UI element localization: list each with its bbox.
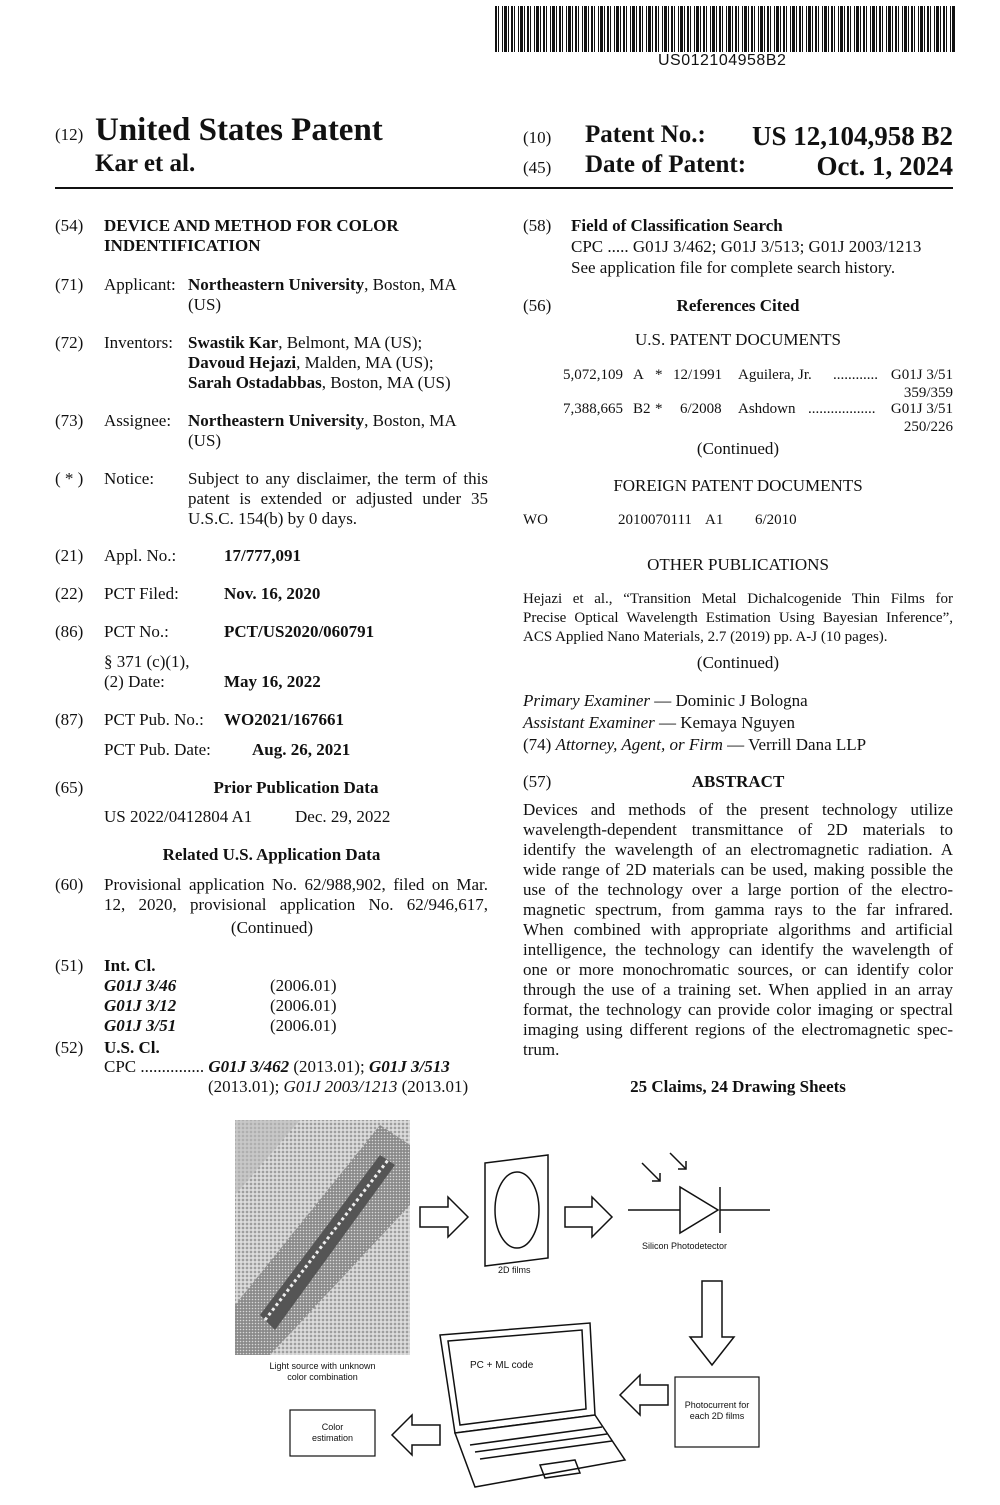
abstract-body <box>523 800 953 1060</box>
title-line2: INDENTIFICATION <box>104 236 261 255</box>
pct-pub-no-label: PCT Pub. No.: <box>104 710 204 729</box>
pct-no: PCT/US2020/060791 <box>224 622 375 641</box>
photocurrent-label-1: Photocurrent for <box>684 1400 750 1410</box>
primary-examiner-label: Primary Examiner <box>523 691 651 710</box>
inventor-1-location: , Belmont, MA (US); <box>278 333 423 352</box>
applicant-name: Northeastern University <box>188 275 365 294</box>
abstract-line: trum. <box>523 1040 560 1059</box>
code-52: (52) <box>55 1038 84 1057</box>
inventor-2 <box>188 353 434 373</box>
foreign-country: WO <box>523 512 548 528</box>
code-87: (87) <box>55 710 84 729</box>
assistant-examiner-name: — Kemaya Nguyen <box>654 713 795 732</box>
ref-1-kind: A <box>633 367 644 383</box>
inventor-1 <box>188 333 422 353</box>
s371-date: May 16, 2022 <box>224 672 321 691</box>
field-line2: See application file for complete search history. <box>571 258 896 277</box>
assignee-label: Assignee: <box>104 411 172 430</box>
cpc-code-3: G01J 2003/1213 <box>283 1077 398 1096</box>
assistant-examiner-label: Assistant Examiner <box>523 713 655 732</box>
applicant-country: (US) <box>188 295 222 314</box>
cpc-label: CPC <box>104 1057 137 1076</box>
s371-line2: (2) Date: <box>104 672 165 691</box>
title-line1: DEVICE AND METHOD FOR COLOR <box>104 216 399 235</box>
code-45: (45) <box>523 158 552 177</box>
us-docs-heading: U.S. PATENT DOCUMENTS <box>635 330 841 349</box>
ref-2-no: 7,388,665 <box>563 401 623 417</box>
ref-2-class2: 250/226 <box>903 419 953 435</box>
appl-no: 17/777,091 <box>224 546 301 565</box>
inventors-label: Inventors: <box>104 333 173 352</box>
ref-1-class2: 359/359 <box>903 385 953 401</box>
abstract-line: use of the technology over a large portion of the electro- <box>523 880 953 899</box>
pub-line3: ACS Applied Nano Materials, 2.7 (2019) pp. A-J (10 pages). <box>523 629 888 645</box>
code-51: (51) <box>55 956 84 975</box>
foreign-heading: FOREIGN PATENT DOCUMENTS <box>613 476 863 495</box>
abstract-line: one or more monochromatic sources, or can identify color <box>523 960 953 979</box>
pct-filed-label: PCT Filed: <box>104 584 179 603</box>
assignee-name: Northeastern University <box>188 411 365 430</box>
field-heading: Field of Classification Search <box>571 216 783 235</box>
photodetector-label: Silicon Photodetector <box>642 1241 728 1251</box>
refs-continued: (Continued) <box>696 439 780 458</box>
inventor-3-location: , Boston, MA (US) <box>321 373 451 392</box>
int-cl-year-2: (2006.01) <box>270 996 337 1015</box>
films-label: 2D films <box>498 1265 531 1275</box>
int-cl-code-1: G01J 3/46 <box>104 976 177 995</box>
pct-no-label: PCT No.: <box>104 622 169 641</box>
ref-2-name: Ashdown <box>738 401 796 417</box>
abstract-line: When combined with appropriate algorithms and artificial <box>523 920 953 939</box>
code-56: (56) <box>523 296 552 315</box>
pct-pub-no: WO2021/167661 <box>224 710 344 729</box>
abstract-line: through the use of a training set. When applied in an array <box>523 980 953 999</box>
abstract-line: intelligence, the technology can identify the wavelength of <box>523 940 953 959</box>
cpc-dots: ............... <box>140 1057 205 1076</box>
refs-heading: References Cited <box>676 296 800 315</box>
code-73: (73) <box>55 411 84 430</box>
laptop-icon <box>440 1323 625 1487</box>
prior-pub-heading: Prior Publication Data <box>213 778 379 797</box>
code-notice: ( * ) <box>55 469 84 488</box>
arrow-right-icon <box>565 1197 612 1237</box>
ref-2-kind: B2 <box>633 401 651 417</box>
patent-type: United States Patent <box>95 112 383 148</box>
notice-line3: U.S.C. 154(b) by 0 days. <box>188 509 358 528</box>
other-pubs-heading: OTHER PUBLICATIONS <box>647 555 829 574</box>
patent-no: US 12,104,958 B2 <box>751 121 953 151</box>
provisional-line1: Provisional application No. 62/988,902, filed on Mar. <box>104 875 488 894</box>
int-cl-year-3: (2006.01) <box>270 1016 337 1035</box>
ref-1-date: 12/1991 <box>673 367 723 383</box>
cpc-code-2: G01J 3/513 <box>368 1057 450 1076</box>
color-label-1: Color <box>321 1422 344 1432</box>
inventor-2-name: Davoud Hejazi <box>188 353 297 372</box>
ref-2-dots: .................. <box>808 401 876 417</box>
provisional-line2: 12, 2020, provisional application No. 62/946,617, <box>104 895 488 914</box>
assignee-location: , Boston, MA <box>364 411 457 430</box>
ref-2-class: G01J 3/51 <box>890 401 953 417</box>
light-source-photo <box>235 1120 410 1355</box>
inventor-1-name: Swastik Kar <box>188 333 279 352</box>
abstract-line: format, the technology can provide color imaging or spectral <box>523 1000 953 1019</box>
front-page-figure <box>230 1115 790 1500</box>
ref-2-star: * <box>655 401 663 417</box>
code-12: (12) <box>55 125 84 144</box>
related-heading: Related U.S. Application Data <box>162 845 381 864</box>
abstract-line: wide range of 2D materials can be used, making possible the <box>523 860 953 879</box>
code-54: (54) <box>55 216 84 235</box>
code-86: (86) <box>55 622 84 641</box>
foreign-kind: A1 <box>705 512 724 528</box>
cpc-year-1: (2013.01); <box>289 1057 369 1076</box>
applicant-label: Applicant: <box>104 275 176 294</box>
light-source-label-2: color combination <box>287 1372 358 1382</box>
inventor-3-name: Sarah Ostadabbas <box>188 373 322 392</box>
ref-1-class: G01J 3/51 <box>890 367 953 383</box>
field-line1: CPC ..... G01J 3/462; G01J 3/513; G01J 2003/1213 <box>571 237 922 256</box>
notice-line1: Subject to any disclaimer, the term of this <box>188 469 488 488</box>
foreign-date: 6/2010 <box>755 512 797 528</box>
cpc-code-1: G01J 3/462 <box>208 1057 290 1076</box>
pub-line1: Hejazi et al., “Transition Metal Dichalcogenide Thin Films for <box>523 591 953 607</box>
photodiode-icon <box>628 1153 770 1233</box>
cpc-line1 <box>104 1057 450 1077</box>
ref-1-dots: ............ <box>833 367 878 383</box>
code-21: (21) <box>55 546 84 565</box>
claims-count: 25 Claims, 24 Drawing Sheets <box>630 1077 846 1096</box>
foreign-no: 2010070111 <box>618 512 692 528</box>
abstract-line: magnetic spectrum, from gamma rays to the far infrared. <box>523 900 953 919</box>
abstract-line: identify the wavelength of an electromagnetic radiation. A <box>523 840 953 859</box>
attorney-label: Attorney, Agent, or Firm <box>555 735 723 754</box>
arrow-left-icon <box>392 1415 440 1455</box>
code-58: (58) <box>523 216 552 235</box>
int-cl-year-1: (2006.01) <box>270 976 337 995</box>
ref-1-star: * <box>655 367 663 383</box>
attorney <box>523 735 866 755</box>
abstract-heading: ABSTRACT <box>691 772 785 791</box>
code-71: (71) <box>55 275 84 294</box>
int-cl-code-2: G01J 3/12 <box>104 996 177 1015</box>
applicant-location: , Boston, MA <box>364 275 457 294</box>
authors: Kar et al. <box>95 150 196 177</box>
pub-line2: Precise Optical Wavelength Estimation Using Bayesian Inference”, <box>523 610 953 626</box>
int-cl-code-3: G01J 3/51 <box>104 1016 177 1035</box>
inventor-3 <box>188 373 451 393</box>
notice-label: Notice: <box>104 469 155 488</box>
prior-pub-no: US 2022/0412804 A1 <box>104 807 253 826</box>
code-65: (65) <box>55 778 84 797</box>
cpc-line2 <box>208 1077 468 1097</box>
primary-examiner <box>523 691 808 711</box>
int-cl-label: Int. Cl. <box>104 956 156 975</box>
arrow-left-icon <box>620 1375 668 1415</box>
inventor-2-location: , Malden, MA (US); <box>296 353 434 372</box>
cpc-year-3: (2013.01) <box>397 1077 469 1096</box>
ref-2-date: 6/2008 <box>680 401 722 417</box>
us-cl-label: U.S. Cl. <box>104 1038 160 1057</box>
abstract-line: Devices and methods of the present technology utilize <box>523 800 953 819</box>
photocurrent-label-2: each 2D films <box>689 1411 745 1421</box>
barcode <box>495 6 955 52</box>
prior-pub-date: Dec. 29, 2022 <box>295 807 391 826</box>
pct-filed: Nov. 16, 2020 <box>224 584 321 603</box>
code-22: (22) <box>55 584 84 603</box>
applicant <box>188 275 457 295</box>
patent-date: Oct. 1, 2024 <box>816 151 953 181</box>
abstract-line: wavelength-dependent transmittance of 2D materials to <box>523 820 953 839</box>
appl-no-label: Appl. No.: <box>104 546 177 565</box>
code-57: (57) <box>523 772 552 791</box>
code-74: (74) <box>523 735 552 754</box>
abstract-line: imaging using different regions of the electromagnetic spec- <box>523 1020 953 1039</box>
primary-examiner-name: — Dominic J Bologna <box>650 691 808 710</box>
arrow-down-icon <box>690 1281 734 1365</box>
pc-label: PC + ML code <box>470 1360 534 1371</box>
attorney-name: — Verrill Dana LLP <box>722 735 867 754</box>
assignee-country: (US) <box>188 431 222 450</box>
notice-line2: patent is extended or adjusted under 35 <box>188 489 488 508</box>
assignee <box>188 411 457 431</box>
light-source-label-1: Light source with unknown <box>269 1361 376 1371</box>
ref-1-no: 5,072,109 <box>563 367 623 383</box>
pct-pub-date-label: PCT Pub. Date: <box>104 740 211 759</box>
code-72: (72) <box>55 333 84 352</box>
header-rule <box>55 187 953 189</box>
code-10: (10) <box>523 128 552 147</box>
pct-pub-date: Aug. 26, 2021 <box>252 740 351 759</box>
arrow-right-icon <box>420 1197 468 1237</box>
color-label-2: estimation <box>311 1433 354 1443</box>
cpc-year-2: (2013.01); <box>208 1077 284 1096</box>
assistant-examiner <box>523 713 795 733</box>
barcode-number: US012104958B2 <box>658 52 787 69</box>
patent-no-label: Patent No.: <box>585 121 706 148</box>
s371-line1: § 371 (c)(1), <box>104 652 190 671</box>
left-continued: (Continued) <box>230 918 314 937</box>
pubs-continued: (Continued) <box>696 653 780 672</box>
ref-1-name: Aguilera, Jr. <box>738 367 812 383</box>
code-60: (60) <box>55 875 84 894</box>
date-label: Date of Patent: <box>585 151 747 178</box>
